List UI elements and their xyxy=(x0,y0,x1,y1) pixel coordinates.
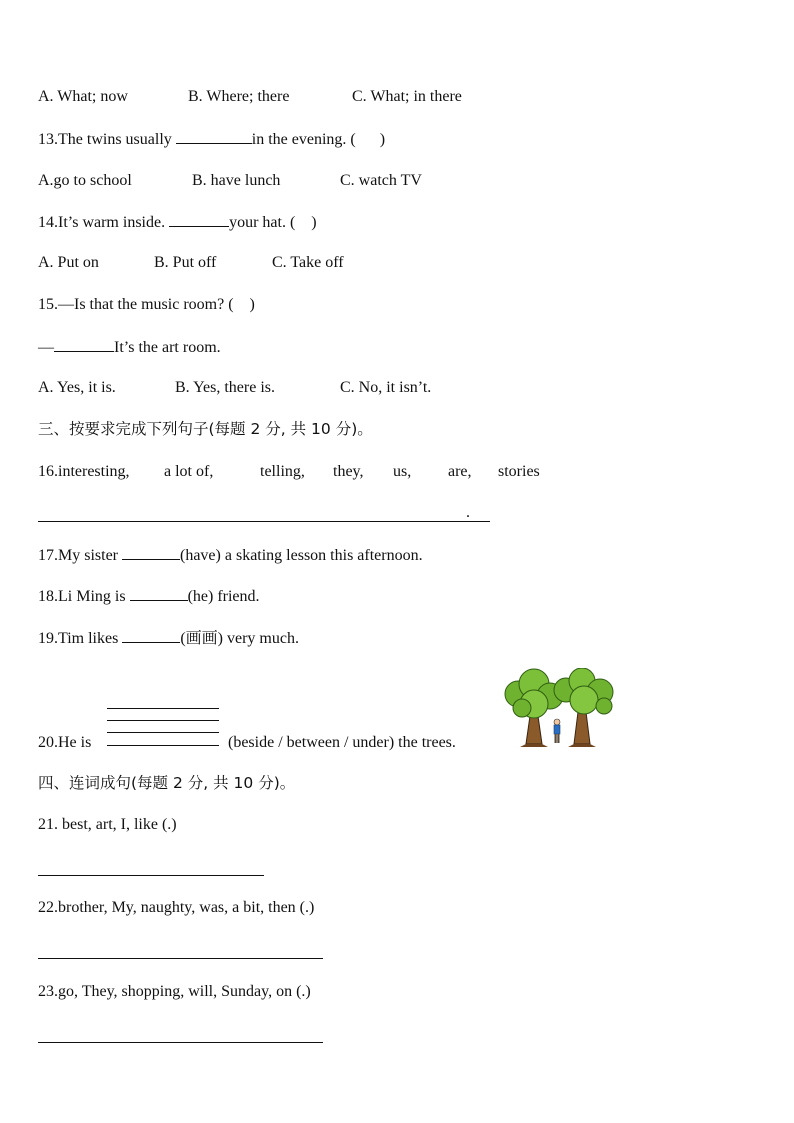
q13-blank[interactable] xyxy=(176,129,252,144)
q15-paren: ( ) xyxy=(228,296,255,313)
q16-word-1: interesting, xyxy=(58,463,130,480)
q13-suffix: in the evening. xyxy=(251,131,347,148)
q16-answer-line[interactable] xyxy=(38,521,490,522)
q20-choice-line-3[interactable] xyxy=(107,732,219,733)
q13-prefix: 13.The twins usually xyxy=(38,131,172,148)
right-tree xyxy=(554,668,613,747)
q17-prefix: 17.My sister xyxy=(38,547,118,564)
trees-illustration xyxy=(500,668,618,748)
q21-question: 21. best, art, I, like (.) xyxy=(38,816,177,833)
q15-options xyxy=(38,378,431,398)
q20-suffix: (beside / between / under) the trees. xyxy=(228,734,456,751)
q13-option-c: C. watch TV xyxy=(340,172,422,189)
q15-answer-suffix: It’s the art room. xyxy=(114,339,221,356)
q16-word-6: are, xyxy=(448,463,472,480)
q20-prefix: 20.He is xyxy=(38,734,92,751)
section4-title: 四、连词成句(每题 2 分, 共 10 分)。 xyxy=(38,774,296,792)
q16-word-3: telling, xyxy=(260,463,305,480)
q14-option-b: B. Put off xyxy=(154,254,217,271)
q12-option-b: B. Where; there xyxy=(188,88,290,105)
q16-words xyxy=(38,462,540,482)
q13-option-a: A.go to school xyxy=(38,172,132,189)
q15-option-a: A. Yes, it is. xyxy=(38,379,116,396)
q16-word-2: a lot of, xyxy=(164,463,214,480)
q13-paren: ( ) xyxy=(350,131,386,148)
q15-option-c: C. No, it isn’t. xyxy=(340,379,432,396)
boy-figure xyxy=(554,719,560,743)
q14-question xyxy=(38,212,317,233)
q20-choice-line-1[interactable] xyxy=(107,708,219,709)
q14-option-a: A. Put on xyxy=(38,254,99,271)
q19-prefix: 19.Tim likes xyxy=(38,630,119,647)
q12-option-a: A. What; now xyxy=(38,88,128,105)
q18-blank[interactable] xyxy=(130,586,188,601)
q15-dash: — xyxy=(38,339,54,356)
q13-option-b: B. have lunch xyxy=(192,172,281,189)
q15-question xyxy=(38,295,255,315)
q20-choice-line-4[interactable] xyxy=(107,745,219,746)
q15-option-b: B. Yes, there is. xyxy=(175,379,276,396)
q18-suffix: (he) friend. xyxy=(187,588,260,605)
q22-question: 22.brother, My, naughty, was, a bit, then (.) xyxy=(38,899,315,916)
q17-blank[interactable] xyxy=(122,545,180,560)
q18-prefix: 18.Li Ming is xyxy=(38,588,126,605)
q16-word-5: us, xyxy=(393,463,412,480)
q21-answer-line[interactable] xyxy=(38,875,264,876)
q22-answer-line[interactable] xyxy=(38,958,323,959)
q17-question xyxy=(38,545,423,566)
q14-options xyxy=(38,253,344,273)
q14-option-c: C. Take off xyxy=(272,254,344,271)
q14-blank[interactable] xyxy=(169,212,229,227)
q16-number: 16. xyxy=(38,463,58,480)
q16-word-4: they, xyxy=(333,463,364,480)
q17-suffix: (have) a skating lesson this afternoon. xyxy=(180,547,423,564)
q19-suffix: (画画) very much. xyxy=(180,630,299,647)
q23-question: 23.go, They, shopping, will, Sunday, on (.) xyxy=(38,983,311,1000)
q18-question xyxy=(38,586,260,607)
q20-choice-line-2[interactable] xyxy=(107,720,219,721)
q15-answer xyxy=(38,337,221,358)
q23-answer-line[interactable] xyxy=(38,1042,323,1043)
q13-options xyxy=(38,171,422,191)
q15-text: 15.—Is that the music room? xyxy=(38,296,225,313)
q13-question xyxy=(38,129,385,150)
q19-blank[interactable] xyxy=(122,628,180,643)
q14-prefix: 14.It’s warm inside. xyxy=(38,214,166,231)
q14-paren: ( ) xyxy=(289,214,317,231)
section3-title: 三、按要求完成下列句子(每题 2 分, 共 10 分)。 xyxy=(38,420,373,438)
q15-blank[interactable] xyxy=(54,337,114,352)
q12-option-c: C. What; in there xyxy=(352,88,462,105)
q16-period: . xyxy=(466,504,470,521)
q19-question xyxy=(38,628,299,649)
q12-options xyxy=(38,87,462,107)
left-tree xyxy=(505,669,563,747)
q16-word-7: stories xyxy=(498,463,540,480)
q14-suffix: your hat. xyxy=(229,214,286,231)
